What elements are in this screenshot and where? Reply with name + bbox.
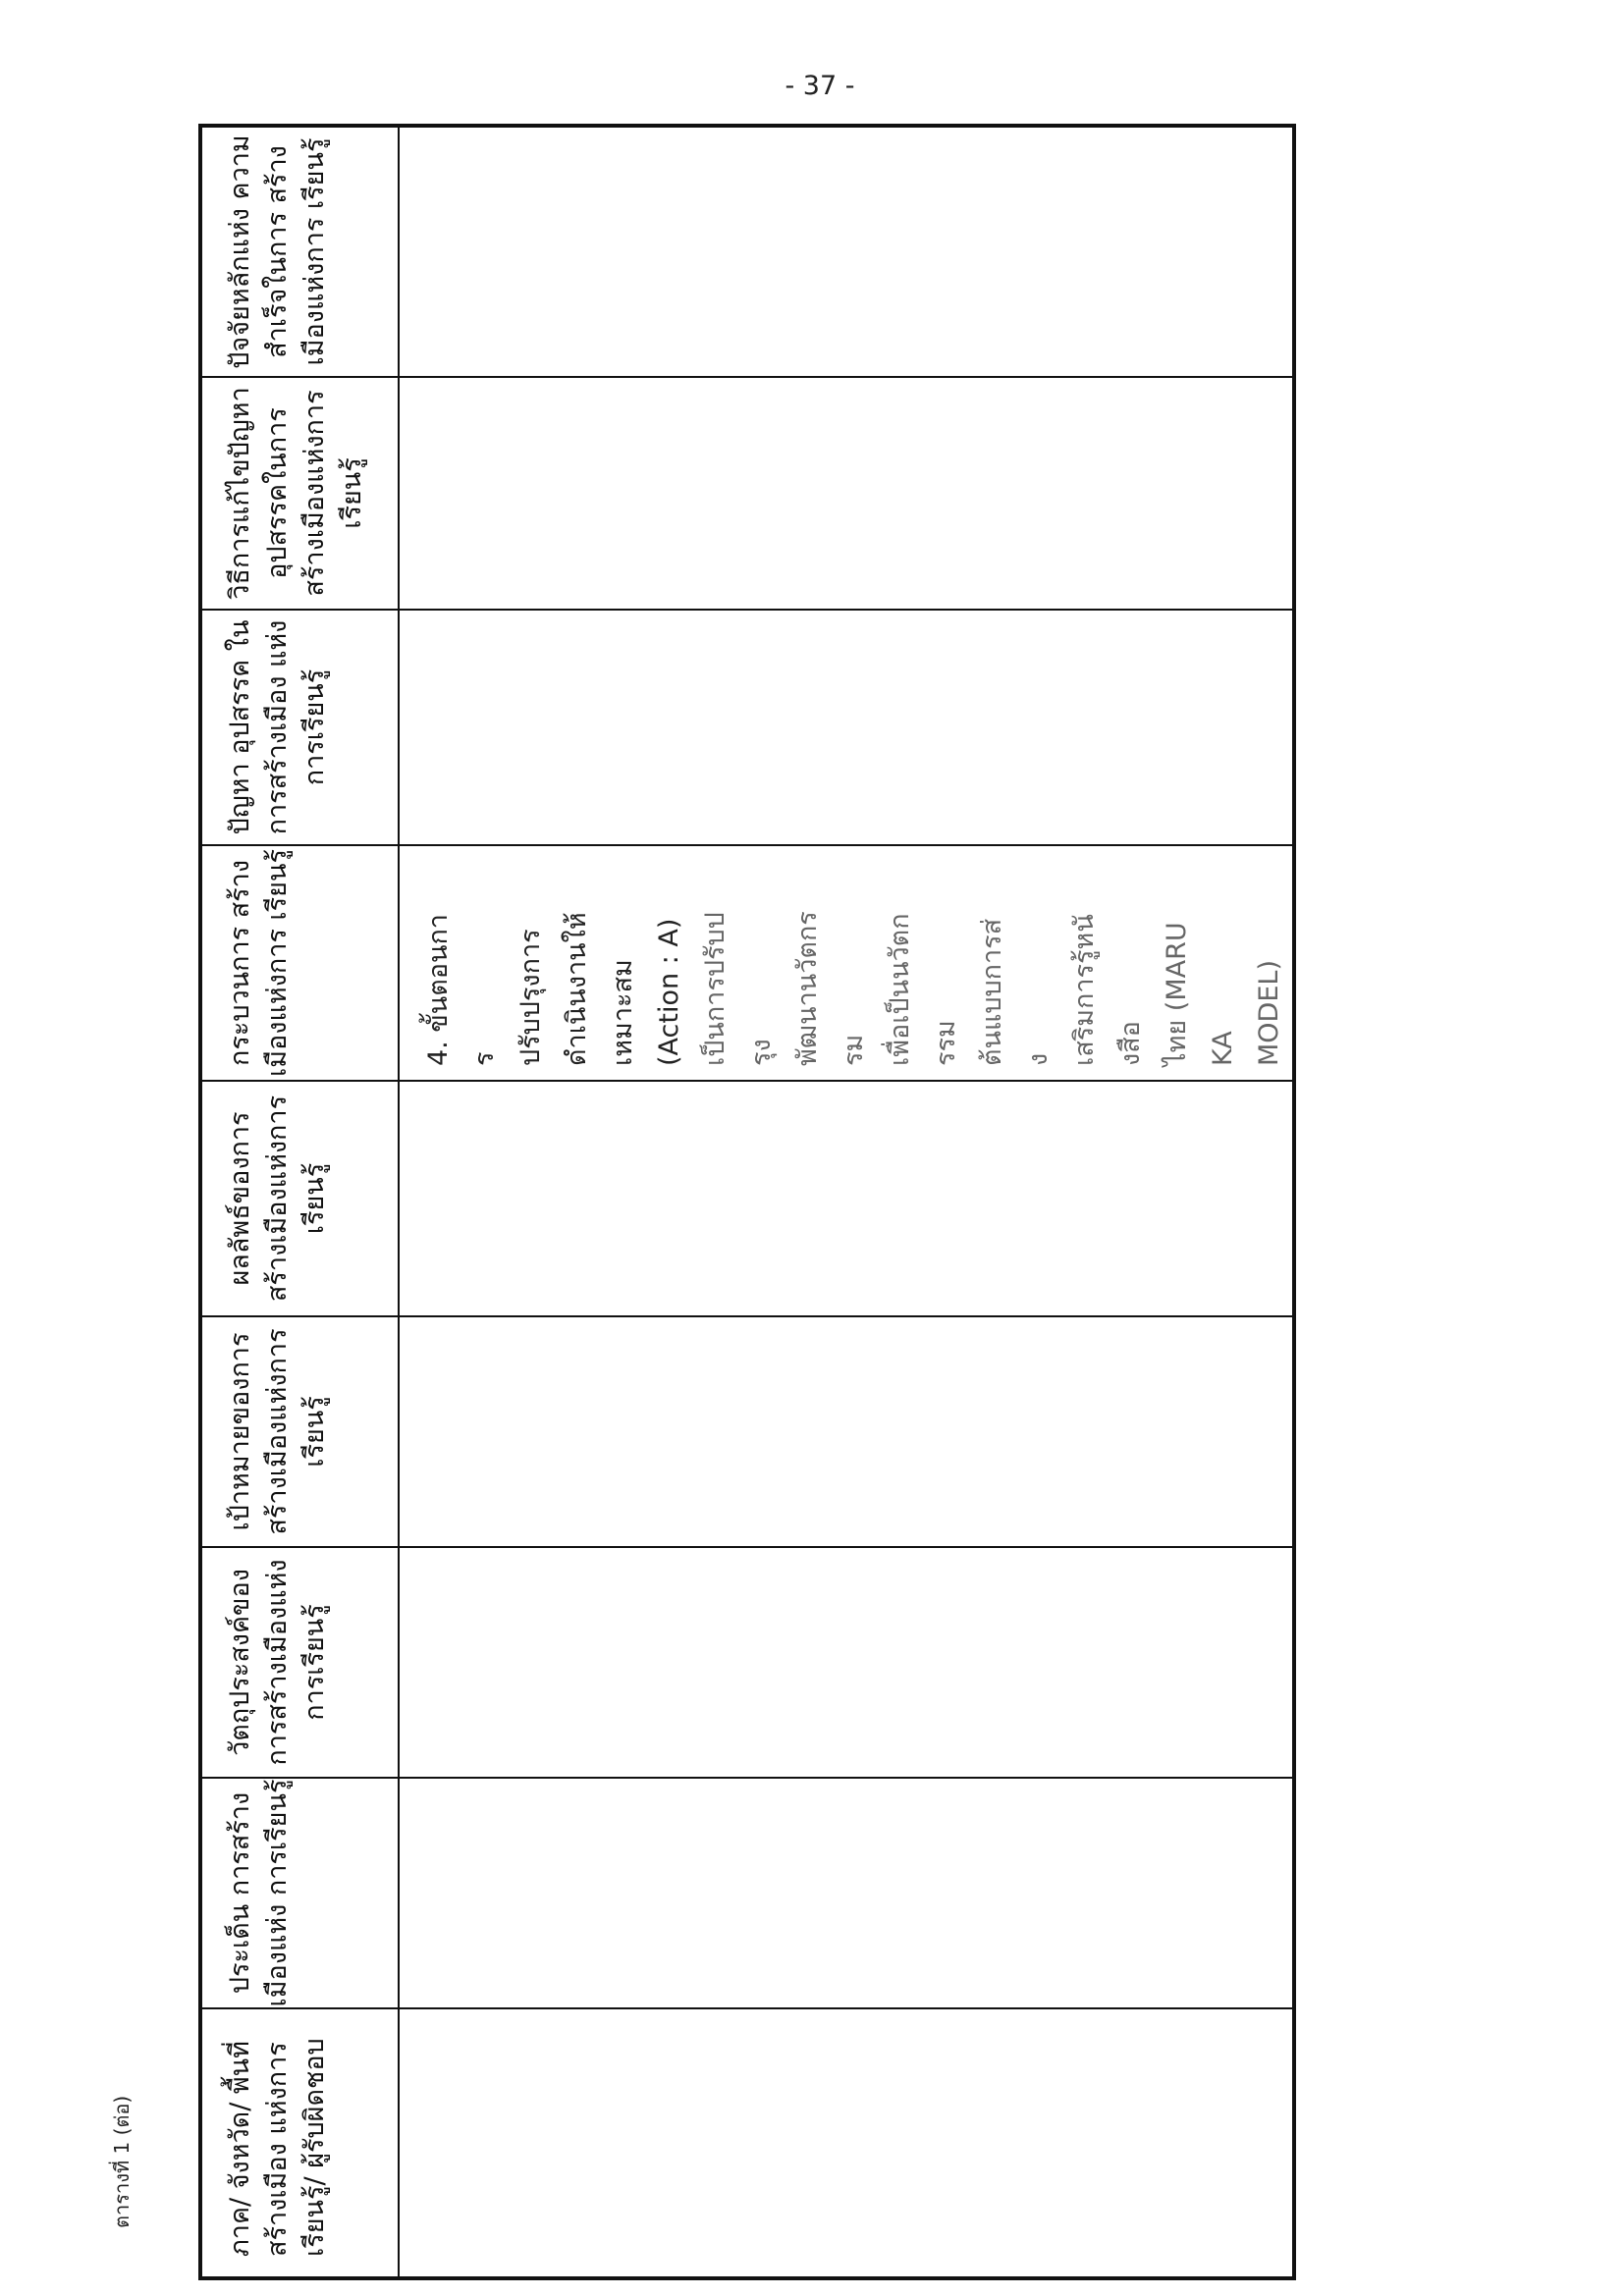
process-line: ต้นแบบการส่ง — [977, 918, 1054, 1066]
process-line: เพื่อเป็นนวัตกรรม — [885, 913, 961, 1066]
process-line: ไทย (MARUKA — [1162, 922, 1238, 1066]
cell-objective — [399, 1547, 1294, 1778]
process-line: พัฒนานวัตกรรม — [792, 911, 869, 1066]
header-row — [200, 126, 399, 2278]
table-caption: ตารางที่ 1 (ต่อ) — [110, 2095, 134, 2228]
process-line: ปรับปรุงการ — [515, 929, 546, 1066]
table-container — [198, 128, 1284, 2280]
header-outcome: ผลลัพธ์ของการ สร้างเมืองแห่งการ เรียนรู้ — [200, 1081, 399, 1316]
process-line: เป็นการปรับปรุง — [700, 912, 777, 1066]
header-issue: ประเด็น การสร้างเมืองแห่ง การเรียนรู้ — [200, 1778, 399, 2008]
process-line: ดำเนินงานให้ — [562, 912, 592, 1066]
header-process: กระบวนการ สร้างเมืองแห่งการ เรียนรู้ — [200, 845, 399, 1081]
process-text — [400, 909, 1292, 1080]
header-success-factors: ปัจจัยหลักแห่ง ความสำเร็จในการ สร้างเมืองแห่งการ เรียนรู้ — [200, 126, 399, 377]
process-line: (Action : A) — [654, 918, 684, 1066]
cell-success-factors — [399, 126, 1294, 377]
table-row — [399, 126, 1294, 2278]
header-solutions: วิธีการแก้ไขปัญหา อุปสรรคในการ สร้างเมืองแห่งการ เรียนรู้ — [200, 377, 399, 610]
cell-solutions — [399, 377, 1294, 610]
header-objective: วัตถุประสงค์ของ การสร้างเมืองแห่ง การเรียนรู้ — [200, 1547, 399, 1778]
learning-city-table — [198, 124, 1296, 2280]
cell-process — [399, 845, 1294, 1081]
cell-problems — [399, 610, 1294, 845]
header-region-province: ภาค/ จังหวัด/ พื้นที่สร้างเมือง แห่งการเรียนรู้/ ผู้รับผิดชอบ — [200, 2008, 399, 2278]
cell-region-province — [399, 2008, 1294, 2278]
cell-goal — [399, 1316, 1294, 1547]
header-problems: ปัญหา อุปสรรค ในการสร้างเมือง แห่งการเรียนรู้ — [200, 610, 399, 845]
page-number: - 37 - — [785, 71, 855, 101]
cell-outcome — [399, 1081, 1294, 1316]
process-line: เหมาะสม — [608, 959, 638, 1066]
cell-issue — [399, 1778, 1294, 2008]
header-goal: เป้าหมายของการ สร้างเมืองแห่งการ เรียนรู้ — [200, 1316, 399, 1547]
process-line: MODEL) — [1254, 960, 1284, 1066]
process-line: 4. ขั้นตอนการ — [423, 914, 500, 1066]
process-line: เสริมการรู้หนังสือ — [1069, 914, 1146, 1066]
